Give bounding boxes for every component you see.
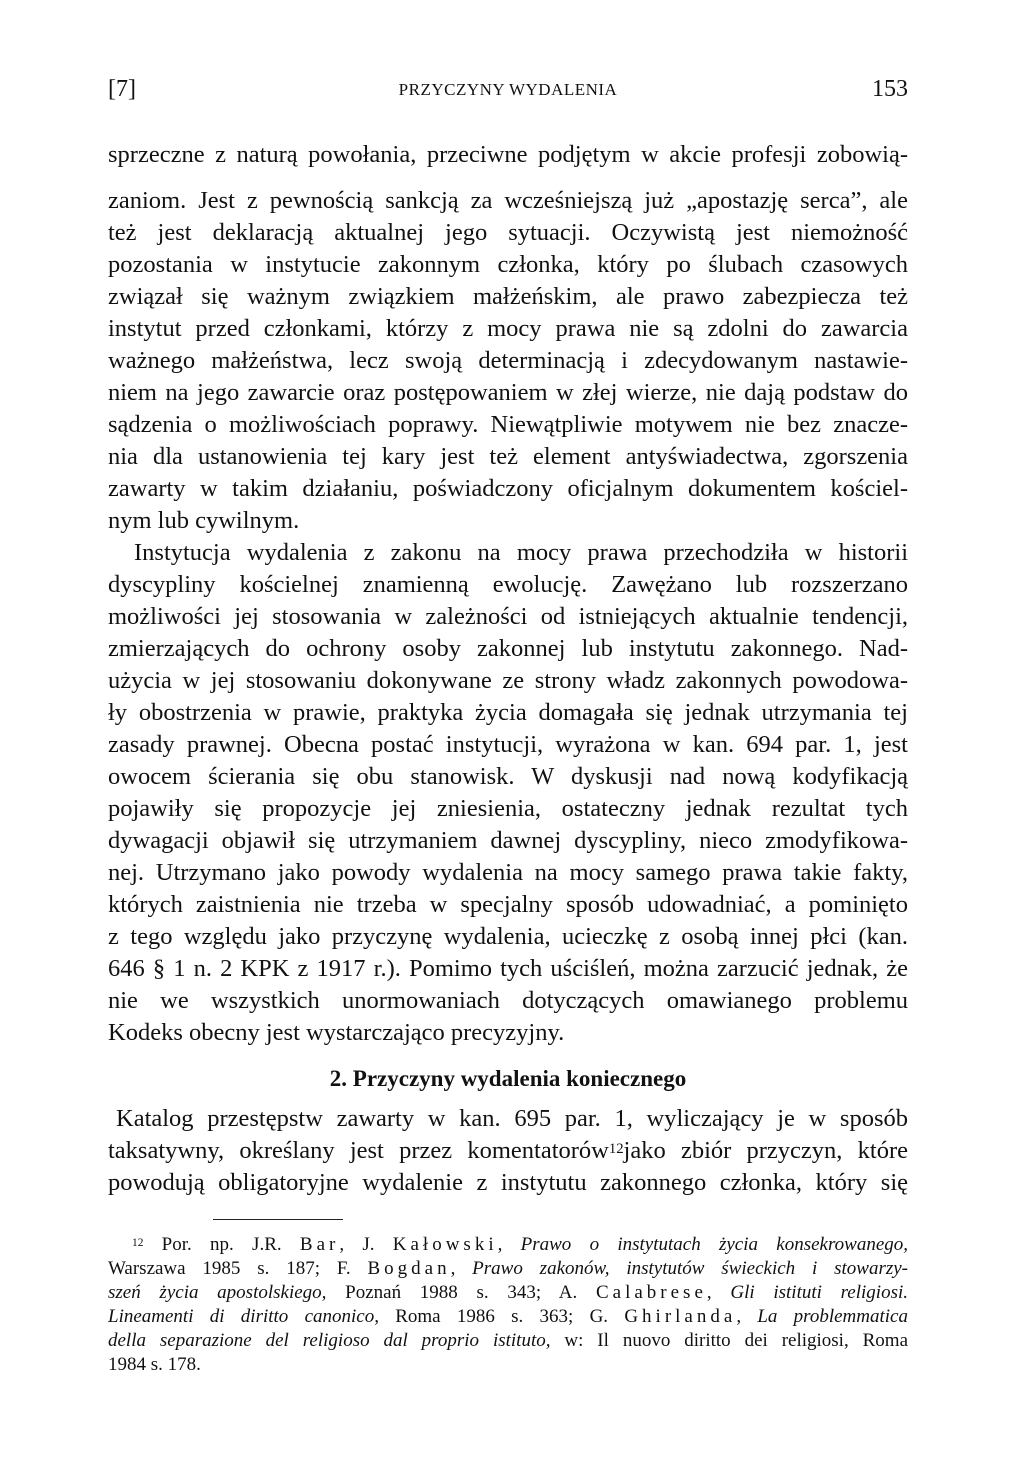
text-line: owocem ścierania się obu stanowisk. W dyskusji nad nową kodyfikacją xyxy=(108,763,908,790)
work-title: Prawo o instytutach życia konsekrowanego, xyxy=(520,1234,909,1255)
author-name: Calabrese xyxy=(595,1282,707,1303)
text-line: dyscypliny kościelnej znamienną ewolucję. Zawężano lub rozszerzano xyxy=(108,571,908,598)
page-number: 153 xyxy=(872,76,908,102)
footnote-line: della separazione del religioso dal proprio istituto, w: Il nuovo diritto dei religiosi, Roma xyxy=(108,1330,908,1351)
text-line: zasady prawnej. Obecna postać instytucji, wyrażona w kan. 694 par. 1, jest xyxy=(108,731,908,758)
text-line: zaniom. Jest z pewnością sankcją za wcześniejszą już „apostazję serca”, ale xyxy=(108,187,908,214)
text-line: sprzeczne z naturą powołania, przeciwne podjętym w akcie profesji zobowią- xyxy=(108,141,908,168)
footnote-line: szeń życia apostolskiego, Poznań 1988 s. 343; A. Calabrese, Gli istituti religiosi. xyxy=(108,1282,908,1303)
text-line: których zaistnienia nie trzeba w specjalny sposób udowadniać, a pominięto xyxy=(108,891,908,918)
work-title: Lineamenti di diritto canonico, xyxy=(108,1306,379,1327)
text-line: użycia w jej stosowaniu dokonywane ze strony władz zakonnych powodowa- xyxy=(108,667,908,694)
text-line xyxy=(108,1136,908,1166)
running-header xyxy=(108,76,908,110)
text-line: instytut przed członkami, którzy z mocy prawa nie są zdolni do zawarcia xyxy=(108,315,908,342)
text-span: jako zbiór przyczyn, które xyxy=(623,1137,908,1164)
text-line: możliwości jej stosowania w zależności od istniejących aktualnie tendencji, xyxy=(108,603,908,630)
text-line: dywagacji objawił się utrzymaniem dawnej dyscypliny, nieco zmodyfikowa- xyxy=(108,827,908,854)
work-title: szeń życia apostolskiego, xyxy=(108,1282,327,1303)
text-span: taksatywny, określany jest przez komentatorów xyxy=(108,1137,609,1164)
text-line: niem na jego zawarcie oraz postępowaniem w złej wierze, nie dają podstaw do xyxy=(108,379,908,406)
footnote-number: 12 xyxy=(132,1237,144,1249)
text-line: ważnego małżeństwa, lecz swoją determinacją i zdecydowanym nastawie- xyxy=(108,347,908,374)
work-title: Gli istituti religiosi. xyxy=(730,1282,908,1303)
footnote-line: $^{12}$ Por. np. J.R. Bar, J. Kałowski, Prawo o instytutach życia konsekrowanego, xyxy=(132,1234,909,1255)
author-name: Bar xyxy=(299,1234,340,1255)
work-title: della separazione del religioso dal proprio istituto, xyxy=(108,1330,551,1351)
text-line: zawarty w takim działaniu, poświadczony oficjalnym dokumentem kościel- xyxy=(108,475,908,502)
author-name: Bogdan xyxy=(367,1258,451,1279)
author-name: Ghirlanda xyxy=(624,1306,737,1327)
footnote-line: Lineamenti di diritto canonico, Roma 1986 s. 363; G. Ghirlanda, La problemmatica xyxy=(108,1306,908,1327)
text-line: nej. Utrzymano jako powody wydalenia na mocy samego prawa takie fakty, xyxy=(108,859,908,886)
text-line: zmierzających do ochrony osoby zakonnej lub instytutu zakonnego. Nad- xyxy=(108,635,908,662)
section-number: [7] xyxy=(108,76,136,102)
footnote-rule xyxy=(213,1219,343,1220)
text-line: Instytucja wydalenia z zakonu na mocy prawa przechodziła w historii xyxy=(134,539,908,566)
text-line: powodują obligatoryjne wydalenie z instytutu zakonnego członka, który się xyxy=(108,1169,908,1196)
text-line: związał się ważnym związkiem małżeńskim, ale prawo zabezpiecza też xyxy=(108,283,908,310)
footnote-ref: 12 xyxy=(608,1141,624,1157)
text-line: pojawiły się propozycje jej zniesienia, ostateczny jednak rezultat tych xyxy=(108,795,908,822)
work-title: Prawo zakonów, instytutów świeckich i stowarzy- xyxy=(472,1258,908,1279)
text-line: z tego względu jako przyczynę wydalenia, ucieczkę z osobą innej płci (kan. xyxy=(108,923,908,950)
text-line: nie we wszystkich unormowaniach dotyczących omawianego problemu xyxy=(108,987,908,1014)
footnote-line: 1984 s. 178. xyxy=(108,1354,201,1375)
text-line: nym lub cywilnym. xyxy=(108,507,300,534)
text-line: pozostania w instytucie zakonnym członka, który po ślubach czasowych xyxy=(108,251,908,278)
author-name: Kałowski xyxy=(392,1234,498,1255)
text-line: ły obostrzenia w prawie, praktyka życia domagała się jednak utrzymania tej xyxy=(108,699,908,726)
text-line: Katalog przestępstw zawarty w kan. 695 par. 1, wyliczający je w sposób xyxy=(116,1105,908,1132)
text-line: nia dla ustanowienia tej kary jest też element antyświadectwa, zgorszenia xyxy=(108,443,908,470)
section-heading: 2. Przyczyny wydalenia koniecznego xyxy=(329,1066,687,1091)
text-line: sądzenia o możliwościach poprawy. Niewątpliwie motywem nie bez znacze- xyxy=(108,411,908,438)
footnote-line: Warszawa 1985 s. 187; F. Bogdan, Prawo zakonów, instytutów świeckich i stowarzy- xyxy=(108,1258,908,1279)
text-line: Kodeks obecny jest wystarczająco precyzyjny. xyxy=(108,1019,565,1046)
running-title: PRZYCZYNY WYDALENIA xyxy=(398,80,618,99)
work-title: La problemmatica xyxy=(757,1306,908,1327)
text-line: też jest deklaracją aktualnej jego sytuacji. Oczywistą jest niemożność xyxy=(108,219,908,246)
text-line: 646 § 1 n. 2 KPK z 1917 r.). Pomimo tych uściśleń, można zarzucić jednak, że xyxy=(108,955,908,982)
